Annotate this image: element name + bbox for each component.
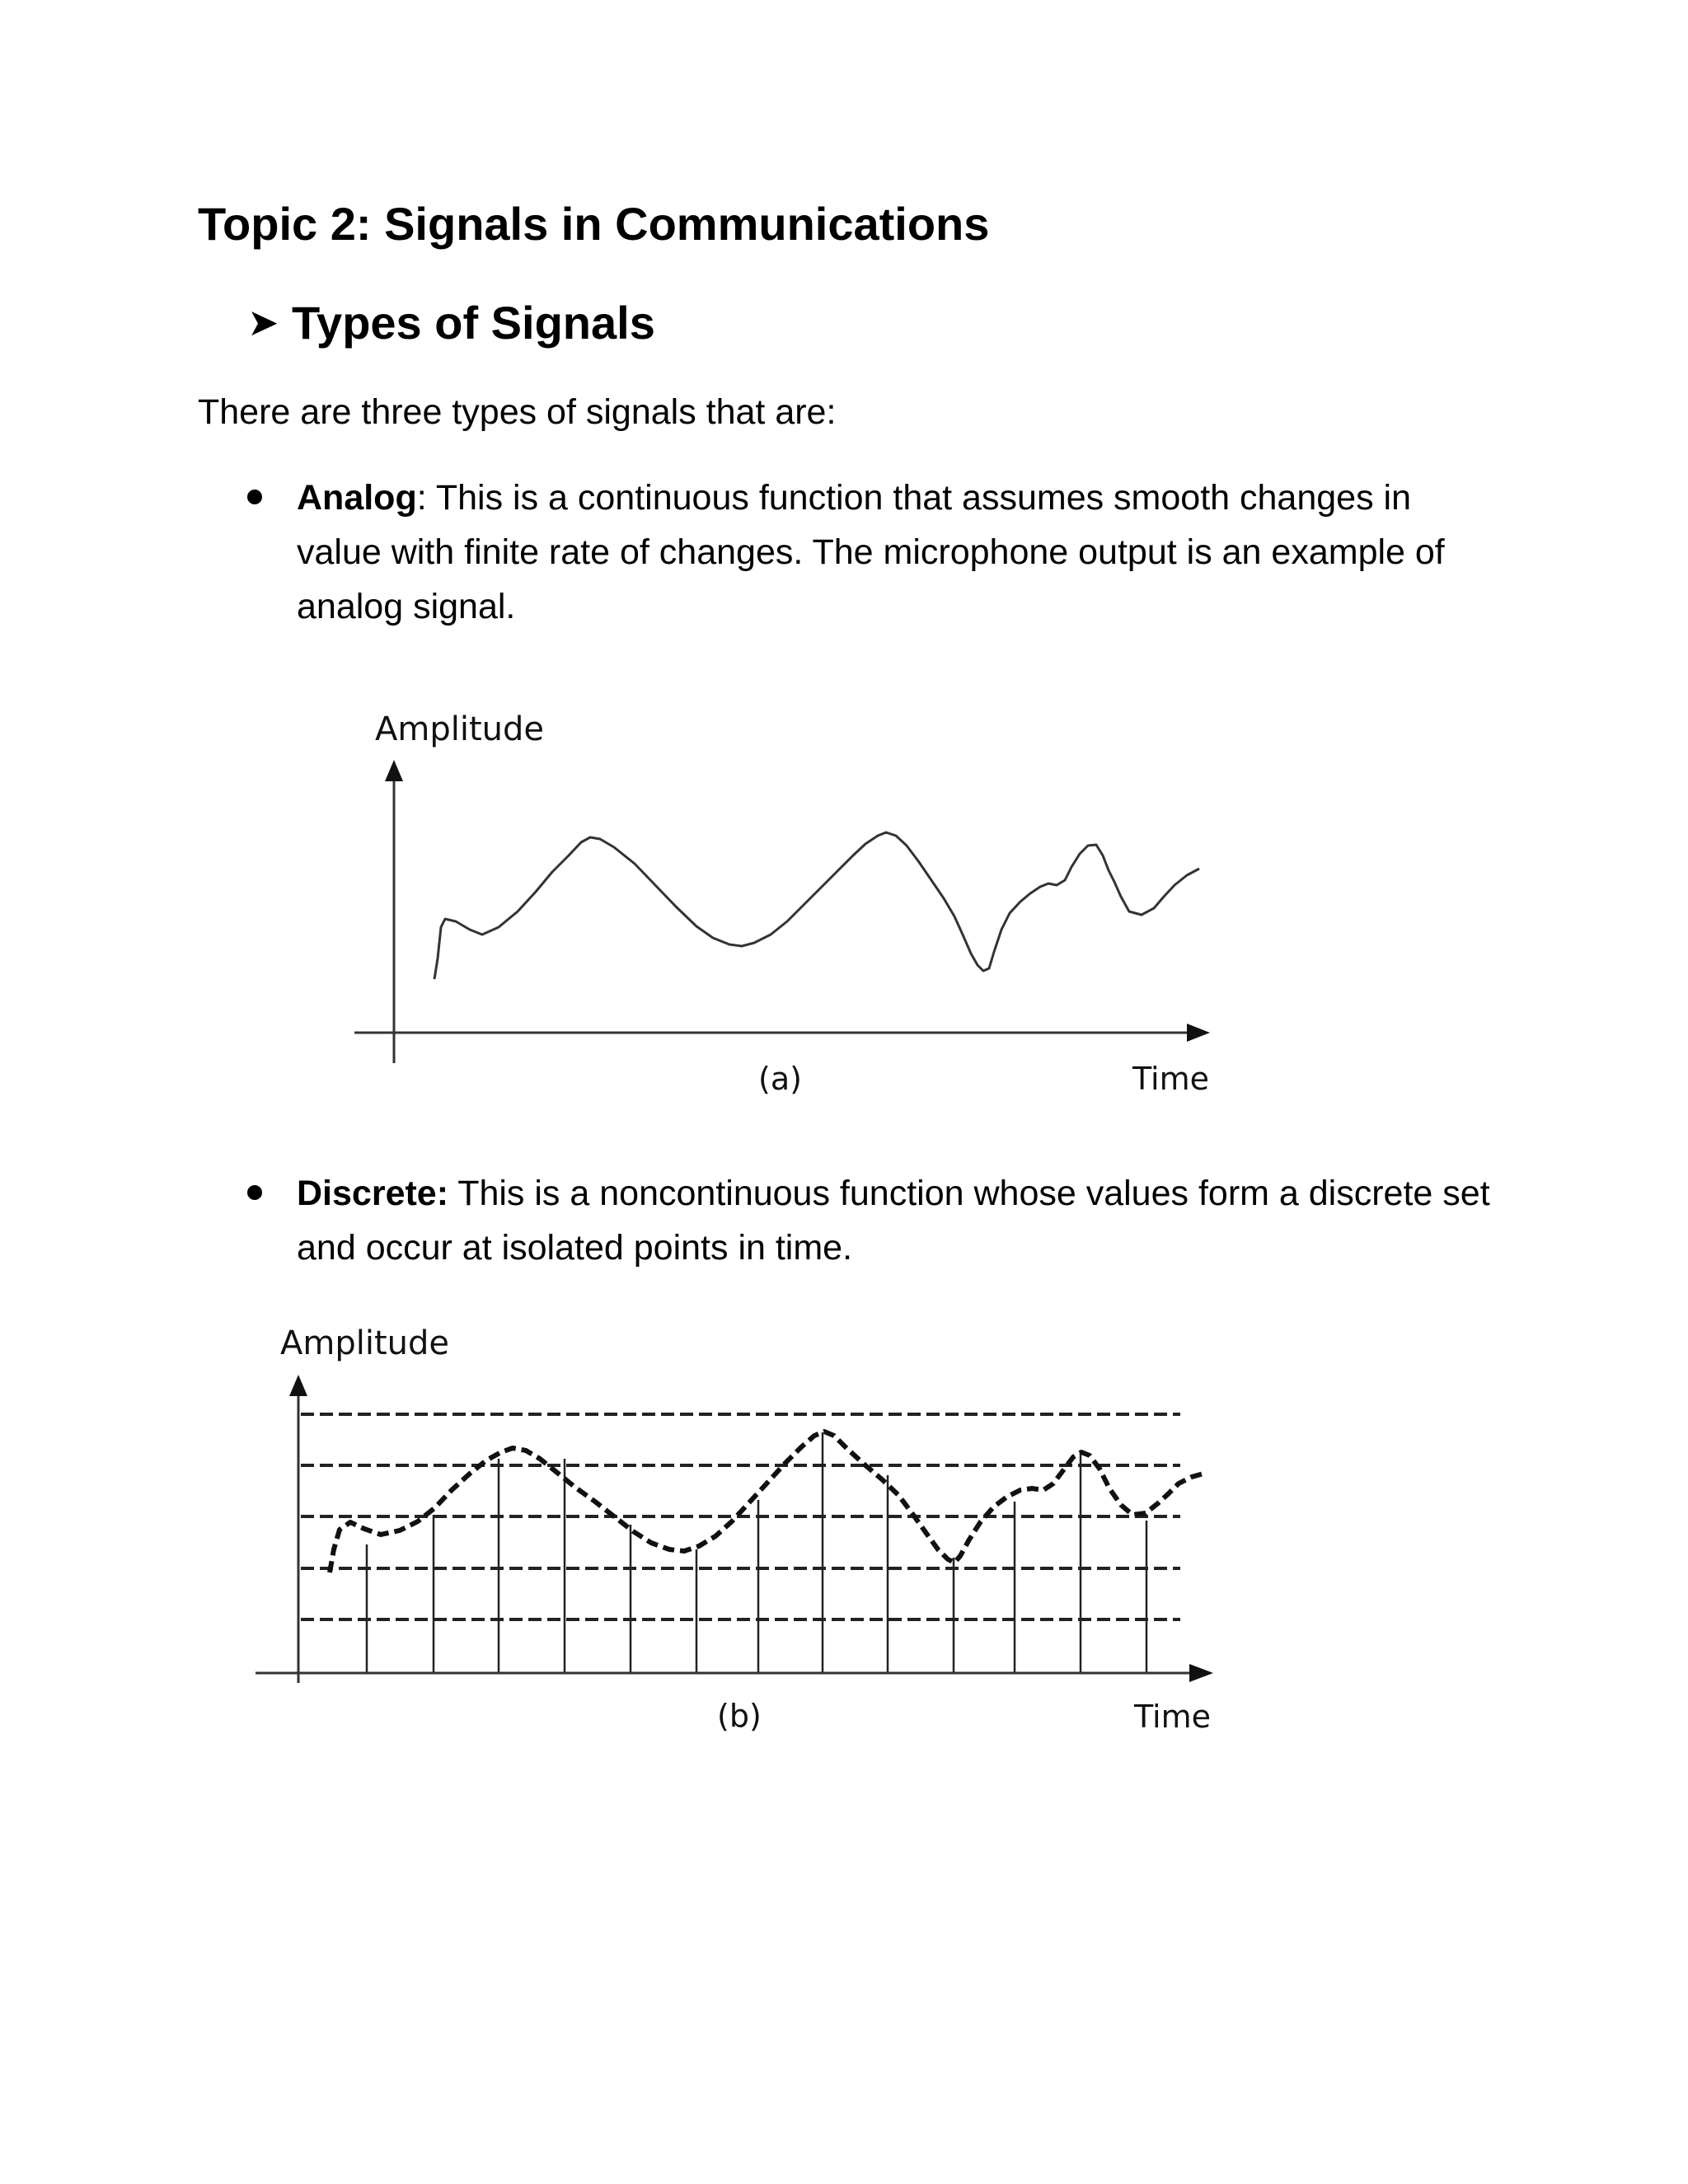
y-axis-label: Amplitude xyxy=(280,1324,449,1362)
bullet-term: Discrete: xyxy=(297,1174,449,1213)
analog-signal-curve xyxy=(434,832,1199,979)
section-heading-text: Types of Signals xyxy=(292,297,655,349)
y-axis-label: Amplitude xyxy=(375,710,544,748)
arrow-bullet-icon: ➤ xyxy=(247,301,279,344)
y-axis-arrow-icon xyxy=(385,760,403,781)
page-title: Topic 2: Signals in Communications xyxy=(198,198,990,250)
sampled-signal-dashed-curve xyxy=(330,1432,1203,1572)
intro-paragraph: There are three types of signals that are: xyxy=(198,392,837,432)
x-axis-label: Time xyxy=(1132,1061,1209,1097)
sample-stems xyxy=(367,1432,1146,1673)
figure-discrete xyxy=(256,1324,1213,1735)
bullet-text: This is a noncontinuous function whose values form a discrete set and occur at isolated points in time. xyxy=(297,1174,1490,1268)
bullet-term: Analog xyxy=(297,478,417,518)
y-axis-arrow-icon xyxy=(289,1375,307,1396)
bullet-analog: Analog: This is a continuous function that assumes smooth changes in value with finite rate of changes. The microphone output is an example of analog signal. xyxy=(247,471,1500,634)
x-axis-arrow-icon xyxy=(1189,1664,1213,1682)
figure-caption: (a) xyxy=(758,1061,802,1097)
figure-caption: (b) xyxy=(717,1698,762,1734)
figure-analog xyxy=(354,710,1210,1097)
x-axis-arrow-icon xyxy=(1187,1024,1210,1042)
x-axis-label: Time xyxy=(1134,1699,1211,1735)
bullet-text: This is a continuous function that assumes smooth changes in value with finite rate of changes. The microphone output is an example of analog signal. xyxy=(297,478,1445,626)
